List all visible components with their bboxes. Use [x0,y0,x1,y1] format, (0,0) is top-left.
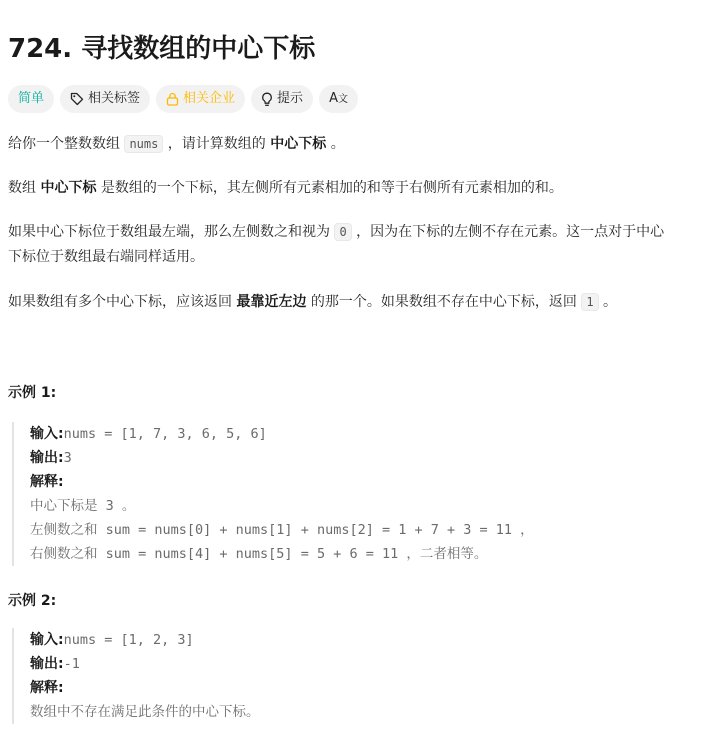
example-2-explanation-line: 数组中不存在满足此条件的中心下标。 [30,704,260,720]
lightbulb-icon [261,92,273,107]
problem-title[interactable]: 724. 寻找数组的中心下标 [8,34,316,64]
example-1-explanation-line: 左侧数之和 sum = nums[0] + nums[1] + nums[2] = 1 + 7 + 3 = 11 ， [30,522,534,538]
difficulty-badge [8,85,54,113]
hint-button[interactable] [251,85,313,113]
example-1-input: 输入:nums = [1, 7, 3, 6, 5, 6] [30,426,267,442]
example-1-output: 输出:3 [30,450,72,466]
related-topics-label: 相关标签 [88,91,141,106]
example-2-explanation-label: 解释: [30,680,64,696]
related-companies-label: 相关企业 [183,91,236,106]
description-paragraph-3: 如果中心下标位于数组最左端，那么左侧数之和视为 0 ，因为在下标的左侧不存在元素。这一点对于中心 下标位于数组最右端同样适用。 [8,224,665,265]
related-companies-button[interactable] [156,85,245,113]
description-paragraph-4: 如果数组有多个中心下标，应该返回 最靠近左边 的那一个。如果数组不存在中心下标，返回 1 。 [8,294,618,310]
hint-label: 提示 [277,91,304,106]
example-1-block [12,422,724,566]
inline-code-minus-one: 1 [581,293,598,311]
tag-bar [8,85,358,113]
difficulty-label: 简单 [18,91,45,106]
translate-button[interactable] [319,85,358,113]
example-1-title: 示例 1: [8,385,57,401]
inline-code-zero: 0 [334,223,351,241]
tag-icon [70,92,84,106]
example-1-explanation-line: 中心下标是 3 。 [30,498,136,514]
example-1-explanation-label: 解释: [30,474,64,490]
description-paragraph-2: 数组 中心下标 是数组的一个下标，其左侧所有元素相加的和等于右侧所有元素相加的和。 [8,180,563,196]
example-2-input: 输入:nums = [1, 2, 3] [30,632,194,648]
inline-code-nums: nums [124,135,163,153]
description-paragraph-1: 给你一个整数数组 nums ，请计算数组的 中心下标 。 [8,136,345,152]
example-2-output: 输出:-1 [30,656,80,672]
translate-icon: A文 [329,90,348,106]
related-topics-button[interactable] [60,85,150,113]
example-2-block [12,628,724,724]
example-1-explanation-line: 右侧数之和 sum = nums[4] + nums[5] = 5 + 6 = 11 ，二者相等。 [30,546,488,562]
example-2-title: 示例 2: [8,593,57,609]
lock-icon [166,92,179,106]
